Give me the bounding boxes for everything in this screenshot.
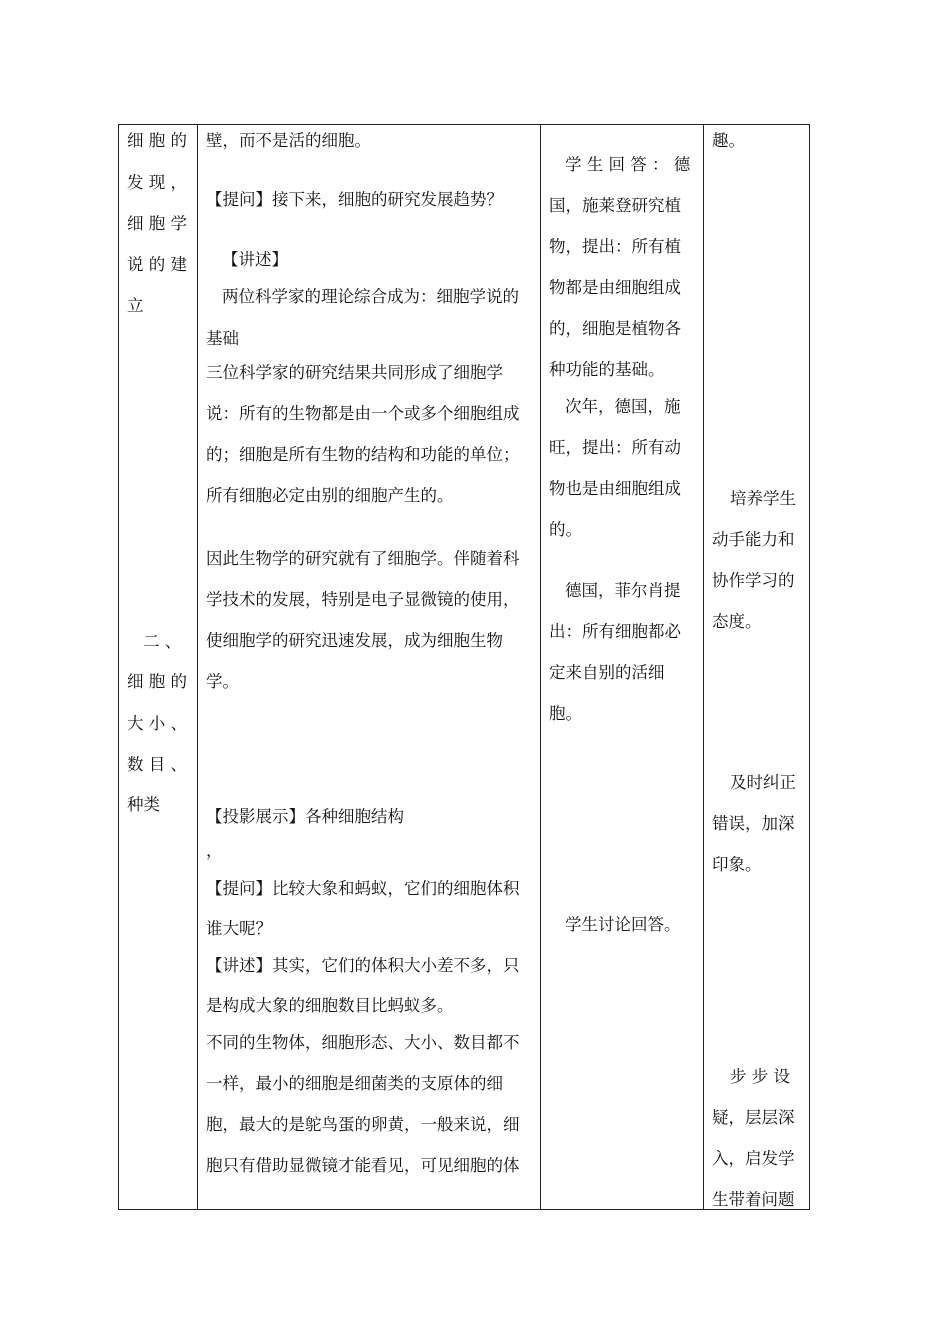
text-line: 趣。 xyxy=(712,131,745,150)
text-line: 不同的生物体，细胞形态、大小、数目都不 xyxy=(206,1033,520,1052)
section-column xyxy=(119,125,197,1209)
text-line: 所有细胞必定由别的细胞产生的。 xyxy=(206,486,454,505)
text-line: 壁，而不是活的细胞。 xyxy=(206,131,371,150)
text-line: 说：所有的生物都是由一个或多个细胞组成 xyxy=(206,404,520,423)
text-line: 学 生 回 答 ： 德 xyxy=(565,155,691,174)
text-line: 【提问】比较大象和蚂蚁，它们的细胞体积 xyxy=(206,879,520,898)
text-line: 使细胞学的研究迅速发展，成为细胞生物 xyxy=(206,631,503,650)
lesson-table xyxy=(118,124,810,1210)
section-title-line: 细 胞 的 xyxy=(127,672,187,691)
text-line: 基础 xyxy=(206,329,239,348)
text-line: 胞。 xyxy=(549,704,582,723)
text-line: 胞，最大的是鸵鸟蛋的卵黄，一般来说，细 xyxy=(206,1115,520,1134)
text-line: ， xyxy=(206,841,223,860)
text-line: 一样，最小的细胞是细菌类的支原体的细 xyxy=(206,1074,503,1093)
text-line: 错误，加深 xyxy=(712,814,795,833)
text-line: 入，启发学 xyxy=(712,1149,795,1168)
text-line: 学。 xyxy=(206,672,239,691)
text-line: 三位科学家的研究结果共同形成了细胞学 xyxy=(206,363,503,382)
section-title-line: 二 、 xyxy=(143,632,182,651)
text-line: 步 步 设 xyxy=(730,1067,790,1086)
text-line: 定来自别的活细 xyxy=(549,663,665,682)
text-line: 谁大呢？ xyxy=(206,919,272,938)
text-line: 态度。 xyxy=(712,612,762,631)
text-line: 【提问】接下来，细胞的研究发展趋势？ xyxy=(206,190,503,209)
section-title-line: 种类 xyxy=(127,795,160,814)
design-intent-column xyxy=(704,125,810,1209)
text-line: 【讲述】 xyxy=(222,250,288,269)
text-line: 培养学生 xyxy=(730,489,796,508)
text-line: 协作学习的 xyxy=(712,571,795,590)
text-line: 旺，提出：所有动 xyxy=(549,438,681,457)
text-line: 物也是由细胞组成 xyxy=(549,479,681,498)
teacher-activity-column xyxy=(198,125,540,1209)
section-title-line: 细 胞 的 xyxy=(127,131,187,150)
text-line: 是构成大象的细胞数目比蚂蚁多。 xyxy=(206,996,454,1015)
text-line: 物都是由细胞组成 xyxy=(549,278,681,297)
text-line: 次年，德国，施 xyxy=(565,397,681,416)
section-title-line: 数 目 、 xyxy=(127,755,187,774)
text-line: 的，细胞是植物各 xyxy=(549,319,681,338)
text-line: 动手能力和 xyxy=(712,530,795,549)
text-line: 的。 xyxy=(549,520,582,539)
section-title-line: 说 的 建 xyxy=(127,255,187,274)
student-activity-column xyxy=(541,125,703,1209)
text-line: 因此生物学的研究就有了细胞学。伴随着科 xyxy=(206,549,520,568)
text-line: 国，施莱登研究植 xyxy=(549,196,681,215)
text-line: 疑，层层深 xyxy=(712,1108,795,1127)
text-line: 学生讨论回答。 xyxy=(565,915,681,934)
text-line: 物，提出：所有植 xyxy=(549,237,681,256)
text-line: 学技术的发展，特别是电子显微镜的使用， xyxy=(206,590,520,609)
text-line: 两位科学家的理论综合成为：细胞学说的 xyxy=(222,287,519,306)
text-line: 的；细胞是所有生物的结构和功能的单位； xyxy=(206,445,520,464)
text-line: 德国，菲尔肖提 xyxy=(565,581,681,600)
text-line: 胞只有借助显微镜才能看见，可见细胞的体 xyxy=(206,1156,520,1175)
text-line: 【讲述】其实，它们的体积大小差不多，只 xyxy=(206,956,520,975)
section-title-line: 大 小 、 xyxy=(127,714,187,733)
text-line: 印象。 xyxy=(712,855,762,874)
text-line: 及时纠正 xyxy=(730,773,796,792)
section-title-line: 立 xyxy=(127,296,144,315)
text-line: 【投影展示】各种细胞结构 xyxy=(206,807,404,826)
text-line: 种功能的基础。 xyxy=(549,360,665,379)
text-line: 出：所有细胞都必 xyxy=(549,622,681,641)
text-line: 生带着问题 xyxy=(712,1190,795,1209)
section-title-line: 细 胞 学 xyxy=(127,214,187,233)
section-title-line: 发 现 ， xyxy=(127,173,187,192)
